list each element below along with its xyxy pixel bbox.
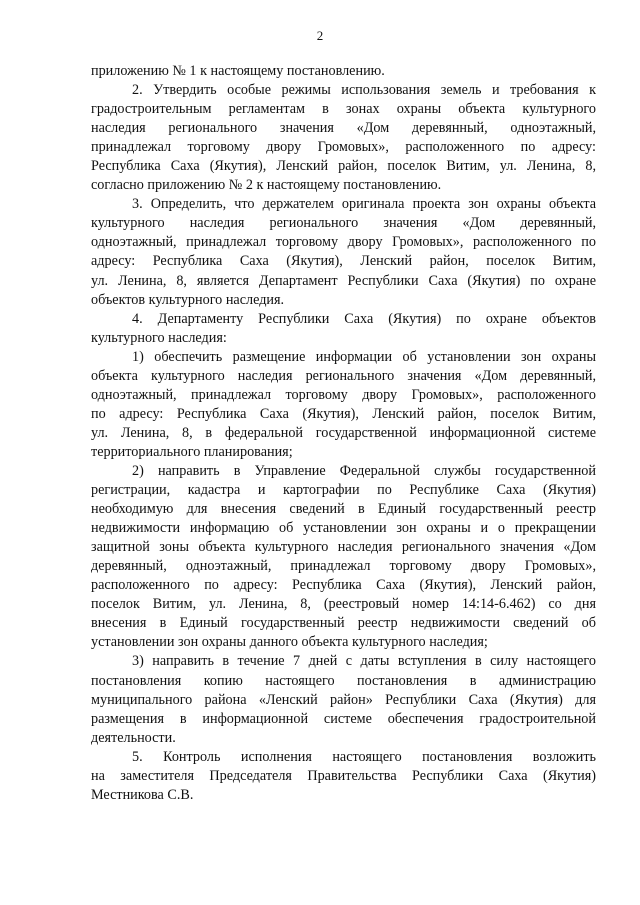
text-line: недвижимости информацию об установлении зон охраны и о прекращении <box>91 520 596 537</box>
text-line: 2) направить в Управление Федеральной службы государственной <box>132 462 596 479</box>
document-body <box>91 62 596 805</box>
text-line: необходимую для внесения сведений в Единый государственный реестр <box>91 501 596 518</box>
text-line: 3) направить в течение 7 дней с даты вступления в силу настоящего <box>132 653 596 670</box>
text-line: деревянный, одноэтажный, принадлежал торговому двору Громовых», <box>91 558 596 575</box>
text-line: объекта культурного наследия регионального значения «Дом деревянный, <box>91 367 596 384</box>
text-line: защитной зоны объекта культурного наследия регионального значения «Дом <box>91 539 596 556</box>
text-line: 3. Определить, что держателем оригинала проекта зон охраны объекта <box>132 196 596 213</box>
text-line: объектов культурного наследия. <box>91 291 285 308</box>
text-line: приложению № 1 к настоящему постановлению. <box>91 63 385 79</box>
text-line: 2. Утвердить особые режимы использования земель и требования к <box>132 82 596 99</box>
text-line: по адресу: Республика Саха (Якутия), Ленский район, поселок Витим, <box>91 405 596 422</box>
page-number: 2 <box>316 28 324 43</box>
text-line: постановления копию настоящего постановления в администрацию <box>91 672 596 689</box>
text-line: установлении зон охраны данного объекта культурного наследия; <box>91 634 488 651</box>
text-line: культурного наследия: <box>91 329 227 346</box>
text-line: наследия регионального значения «Дом деревянный, одноэтажный, <box>91 120 596 137</box>
text-line: деятельности. <box>91 729 176 746</box>
text-line: ул. Ленина, 8, в федеральной государственной информационной системе <box>91 424 596 441</box>
text-line: 1) обеспечить размещение информации об установлении зон охраны <box>132 348 596 365</box>
text-line: культурного наследия регионального значения «Дом деревянный, <box>91 215 596 232</box>
text-line: муниципального района «Ленский район» Республики Саха (Якутия) для <box>91 691 596 708</box>
text-line: поселок Витим, ул. Ленина, 8, (реестровый номер 14:14-6.462) со дня <box>91 596 596 613</box>
text-line: Местникова С.В. <box>91 786 194 803</box>
text-line: 4. Департаменту Республики Саха (Якутия) по охране объектов <box>132 310 596 327</box>
text-line: ул. Ленина, 8, является Департамент Республики Саха (Якутия) по охране <box>91 272 596 289</box>
text-line: принадлежал торговому двору Громовых», расположенного по адресу: <box>91 139 596 156</box>
text-line: регистрации, кадастра и картографии по Республике Саха (Якутия) <box>91 482 596 499</box>
text-line: размещения в информационной системе обеспечения градостроительной <box>91 710 596 727</box>
text-line: на заместителя Председателя Правительства Республики Саха (Якутия) <box>91 767 596 784</box>
text-line: адресу: Республика Саха (Якутия), Ленский район, поселок Витим, <box>91 253 596 270</box>
text-line: территориального планирования; <box>91 443 293 460</box>
text-line: одноэтажный, принадлежал торговому двору Громовых», расположенного <box>91 386 596 403</box>
text-line: Республика Саха (Якутия), Ленский район, поселок Витим, ул. Ленина, 8, <box>91 158 596 175</box>
text-line: одноэтажный, принадлежал торговому двору Громовых», расположенного по <box>91 234 596 251</box>
text-line: внесения в Единый государственный реестр недвижимости сведений об <box>91 615 596 632</box>
text-line: согласно приложению № 2 к настоящему постановлению. <box>91 177 442 194</box>
text-line: расположенного по адресу: Республика Саха (Якутия), Ленский район, <box>91 577 596 594</box>
text-line: 5. Контроль исполнения настоящего постановления возложить <box>132 748 596 765</box>
text-line: градостроительным регламентам в зонах охраны объекта культурного <box>91 101 596 118</box>
